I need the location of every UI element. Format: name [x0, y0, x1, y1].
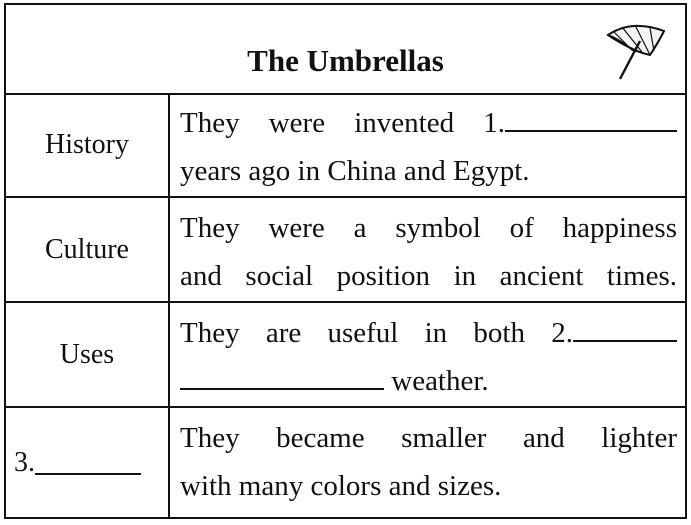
row-text-line: weather. — [180, 357, 677, 405]
row-text-line: with many colors and sizes. — [180, 470, 502, 502]
row-content — [170, 408, 685, 517]
row-text-line: They are useful in both 2. — [180, 309, 677, 357]
umbrella-icon — [602, 17, 672, 83]
page-title: The Umbrellas — [247, 43, 444, 78]
table-row-3 — [6, 408, 685, 517]
row-label: 3. — [6, 408, 170, 517]
row-text-line: and social position in ancient times. — [180, 260, 677, 292]
row-content — [170, 303, 685, 406]
table-row-uses — [6, 303, 685, 408]
row-text-line: They were a symbol of happiness — [180, 212, 677, 244]
table-row-culture — [6, 198, 685, 303]
worksheet-table — [4, 3, 687, 519]
answer-blank-3[interactable] — [35, 451, 141, 475]
row-text-line: They were invented 1. — [180, 99, 677, 147]
answer-blank-2-continued[interactable] — [180, 362, 384, 390]
row-content — [170, 93, 685, 196]
row-label: Culture — [6, 198, 170, 301]
row-content — [170, 198, 685, 301]
row-label: History — [6, 93, 170, 196]
answer-blank-2[interactable] — [573, 314, 677, 342]
row-label: Uses — [6, 303, 170, 406]
answer-blank-1[interactable] — [505, 104, 677, 132]
row-text-line: years ago in China and Egypt. — [180, 155, 530, 187]
table-row-history — [6, 93, 685, 198]
row-text-line: They became smaller and lighter — [180, 422, 677, 454]
title-row — [6, 5, 685, 95]
